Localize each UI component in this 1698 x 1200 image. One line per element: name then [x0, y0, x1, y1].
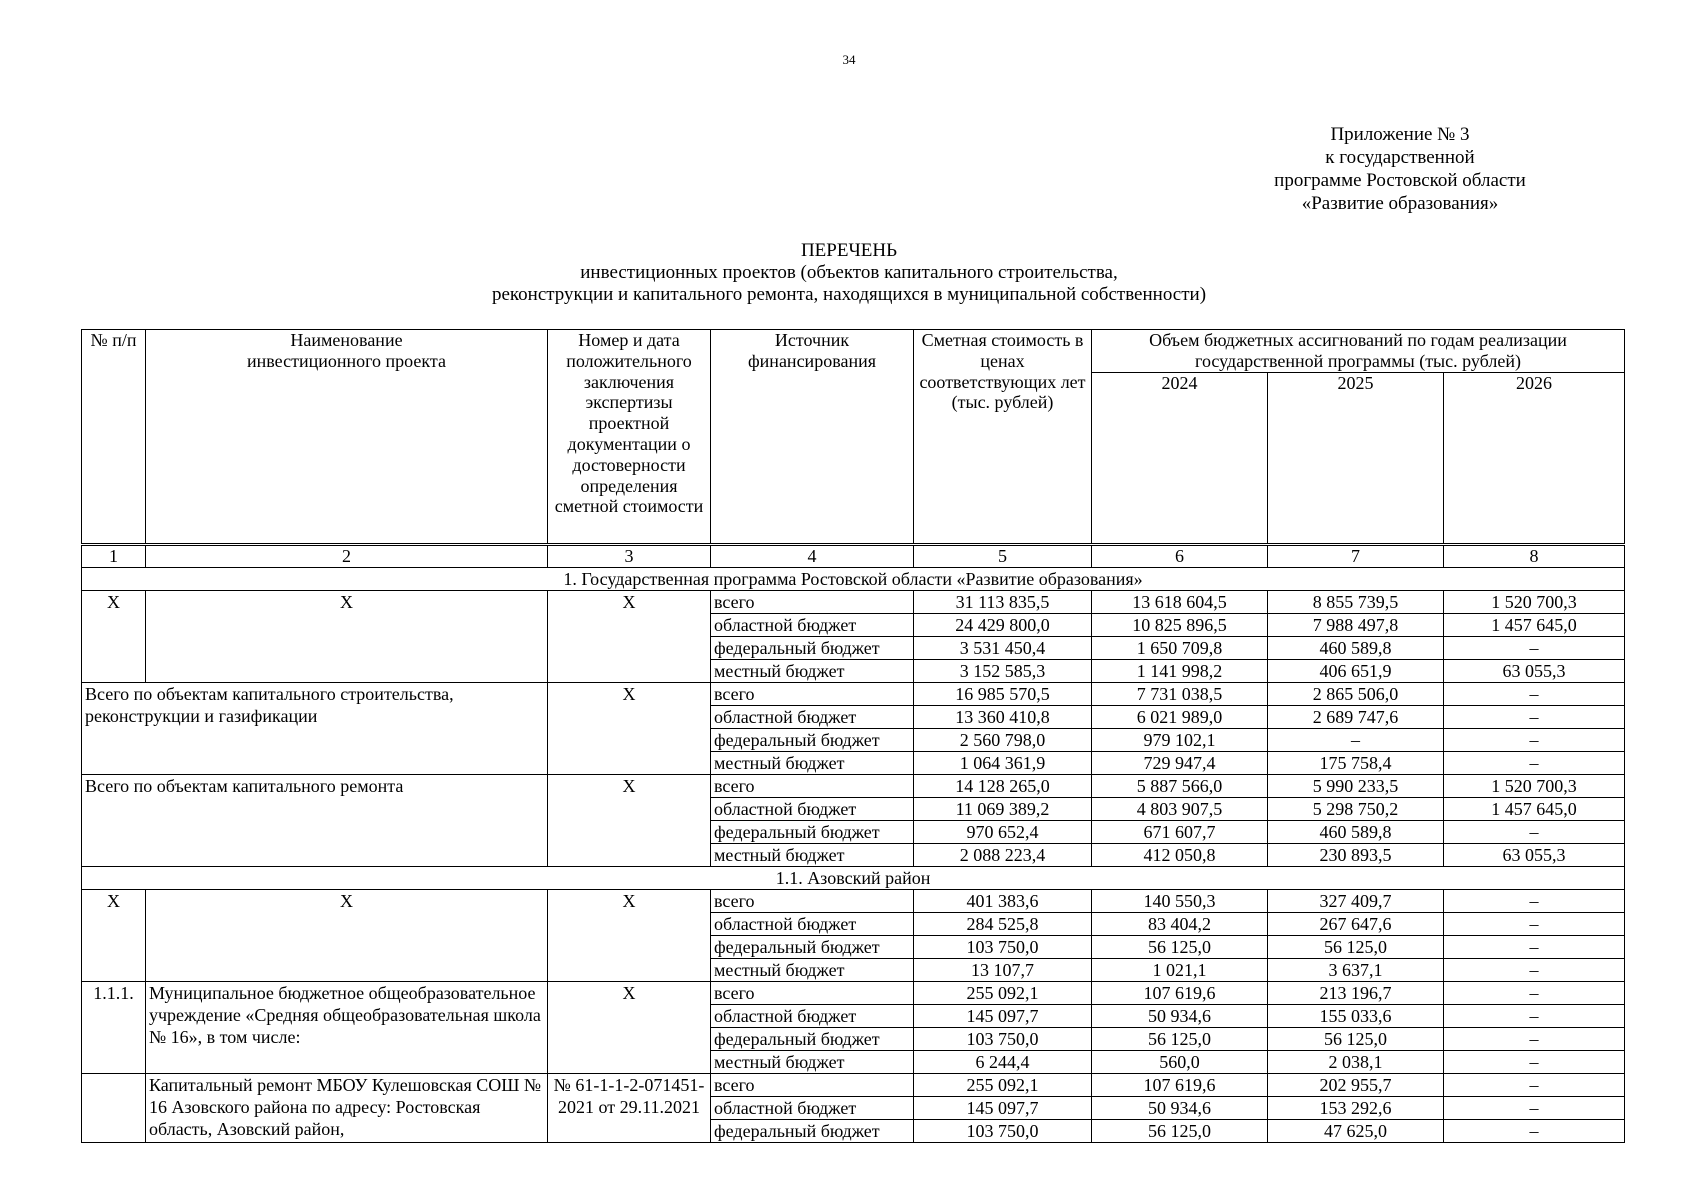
document-title: [0, 240, 1698, 306]
section-title: 1. Государственная программа Ростовской области «Развитие образования»: [82, 567, 1625, 590]
value-cell: 8 855 739,5: [1268, 590, 1444, 613]
value-cell: –: [1444, 935, 1625, 958]
value-cell: 3 152 585,3: [914, 659, 1092, 682]
value-cell: 107 619,6: [1092, 981, 1268, 1004]
table-row: [82, 1073, 1625, 1096]
value-cell: 1 021,1: [1092, 958, 1268, 981]
funding-source-cell: местный бюджет: [711, 751, 914, 774]
value-cell: 63 055,3: [1444, 843, 1625, 866]
header-cost: Сметная стоимость в ценах соответствующих лет (тыс. рублей): [914, 330, 1092, 545]
funding-source-cell: федеральный бюджет: [711, 820, 914, 843]
value-cell: 56 125,0: [1092, 935, 1268, 958]
value-cell: 7 731 038,5: [1092, 682, 1268, 705]
value-cell: –: [1444, 1050, 1625, 1073]
header-year-2026: 2026: [1444, 372, 1625, 544]
value-cell: 155 033,6: [1268, 1004, 1444, 1027]
expertise-cell: № 61-1-1-2-071451-2021 от 29.11.2021: [548, 1073, 711, 1142]
value-cell: 671 607,7: [1092, 820, 1268, 843]
value-cell: 4 803 907,5: [1092, 797, 1268, 820]
value-cell: 47 625,0: [1268, 1119, 1444, 1142]
value-cell: 267 647,6: [1268, 912, 1444, 935]
funding-source-cell: областной бюджет: [711, 1096, 914, 1119]
value-cell: 1 457 645,0: [1444, 797, 1625, 820]
value-cell: 7 988 497,8: [1268, 613, 1444, 636]
table-row: [82, 774, 1625, 797]
table-row: [82, 590, 1625, 613]
value-cell: 979 102,1: [1092, 728, 1268, 751]
funding-source-cell: местный бюджет: [711, 1050, 914, 1073]
value-cell: 50 934,6: [1092, 1004, 1268, 1027]
value-cell: 107 619,6: [1092, 1073, 1268, 1096]
value-cell: 103 750,0: [914, 935, 1092, 958]
header-year-2025: 2025: [1268, 372, 1444, 544]
value-cell: 153 292,6: [1268, 1096, 1444, 1119]
expertise-cell: X: [548, 682, 711, 774]
funding-source-cell: всего: [711, 774, 914, 797]
title-line: ПЕРЕЧЕНЬ: [800, 240, 898, 261]
value-cell: –: [1444, 981, 1625, 1004]
value-cell: –: [1444, 636, 1625, 659]
value-cell: 284 525,8: [914, 912, 1092, 935]
value-cell: 255 092,1: [914, 1073, 1092, 1096]
value-cell: 6 244,4: [914, 1050, 1092, 1073]
value-cell: 24 429 800,0: [914, 613, 1092, 636]
value-cell: 10 825 896,5: [1092, 613, 1268, 636]
value-cell: 103 750,0: [914, 1027, 1092, 1050]
funding-source-cell: всего: [711, 682, 914, 705]
value-cell: 460 589,8: [1268, 820, 1444, 843]
value-cell: 560,0: [1092, 1050, 1268, 1073]
project-name-cell: Муниципальное бюджетное общеобразовательное учреждение «Средняя общеобразовательная школа № 16», в том числе:: [146, 981, 548, 1073]
value-cell: –: [1444, 958, 1625, 981]
funding-source-cell: федеральный бюджет: [711, 636, 914, 659]
value-cell: 56 125,0: [1092, 1027, 1268, 1050]
value-cell: –: [1444, 820, 1625, 843]
expertise-cell: X: [548, 981, 711, 1073]
value-cell: –: [1444, 682, 1625, 705]
column-number: 7: [1268, 544, 1444, 567]
value-cell: 6 021 989,0: [1092, 705, 1268, 728]
value-cell: 5 887 566,0: [1092, 774, 1268, 797]
header-source: Источник финансирования: [711, 330, 914, 545]
funding-source-cell: местный бюджет: [711, 958, 914, 981]
value-cell: 103 750,0: [914, 1119, 1092, 1142]
value-cell: 2 689 747,6: [1268, 705, 1444, 728]
value-cell: 14 128 265,0: [914, 774, 1092, 797]
section-row: [82, 866, 1625, 889]
value-cell: 63 055,3: [1444, 659, 1625, 682]
value-cell: 13 360 410,8: [914, 705, 1092, 728]
column-number: 4: [711, 544, 914, 567]
value-cell: 1 457 645,0: [1444, 613, 1625, 636]
value-cell: 3 531 450,4: [914, 636, 1092, 659]
value-cell: –: [1444, 1073, 1625, 1096]
value-cell: 1 064 361,9: [914, 751, 1092, 774]
value-cell: –: [1268, 728, 1444, 751]
value-cell: 13 107,7: [914, 958, 1092, 981]
funding-source-cell: всего: [711, 590, 914, 613]
value-cell: –: [1444, 1096, 1625, 1119]
value-cell: 1 520 700,3: [1444, 590, 1625, 613]
funding-source-cell: федеральный бюджет: [711, 1027, 914, 1050]
merged-total-name: Всего по объектам капитального ремонта: [82, 774, 548, 866]
column-number: 2: [146, 544, 548, 567]
value-cell: 2 088 223,4: [914, 843, 1092, 866]
row-num-cell: 1.1.1.: [82, 981, 146, 1073]
investment-projects-table: [81, 329, 1625, 1143]
funding-source-cell: федеральный бюджет: [711, 728, 914, 751]
appendix-caption: [1240, 123, 1560, 215]
title-line: реконструкции и капитального ремонта, находящихся в муниципальной собственности): [491, 284, 1207, 305]
expertise-cell: X: [548, 590, 711, 682]
row-num-cell: [82, 1073, 146, 1142]
header-budget: Объем бюджетных ассигнований по годам реализации государственной программы (тыс. рублей): [1092, 330, 1625, 373]
funding-source-cell: всего: [711, 889, 914, 912]
column-number: 8: [1444, 544, 1625, 567]
value-cell: –: [1444, 1119, 1625, 1142]
funding-source-cell: областной бюджет: [711, 705, 914, 728]
value-cell: 2 865 506,0: [1268, 682, 1444, 705]
value-cell: 140 550,3: [1092, 889, 1268, 912]
header-expertise: Номер и дата положительного заключения экспертизы проектной документации о достоверности определения сметной стоимости: [548, 330, 711, 545]
funding-source-cell: областной бюджет: [711, 613, 914, 636]
value-cell: 255 092,1: [914, 981, 1092, 1004]
column-number: 6: [1092, 544, 1268, 567]
table-row: [82, 682, 1625, 705]
column-number: 1: [82, 544, 146, 567]
value-cell: –: [1444, 1027, 1625, 1050]
row-num-cell: X: [82, 590, 146, 682]
value-cell: 50 934,6: [1092, 1096, 1268, 1119]
funding-source-cell: областной бюджет: [711, 797, 914, 820]
funding-source-cell: всего: [711, 981, 914, 1004]
value-cell: 729 947,4: [1092, 751, 1268, 774]
value-cell: 401 383,6: [914, 889, 1092, 912]
value-cell: 970 652,4: [914, 820, 1092, 843]
project-name-cell: Капитальный ремонт МБОУ Кулешовская СОШ № 16 Азовского района по адресу: Ростовская область, Азовский район,: [146, 1073, 548, 1142]
appendix-line: к государственной: [1325, 147, 1475, 168]
value-cell: 5 298 750,2: [1268, 797, 1444, 820]
funding-source-cell: всего: [711, 1073, 914, 1096]
value-cell: 11 069 389,2: [914, 797, 1092, 820]
value-cell: 5 990 233,5: [1268, 774, 1444, 797]
value-cell: 56 125,0: [1268, 935, 1444, 958]
value-cell: 406 651,9: [1268, 659, 1444, 682]
value-cell: 31 113 835,5: [914, 590, 1092, 613]
column-number: 3: [548, 544, 711, 567]
header-year-2024: 2024: [1092, 372, 1268, 544]
value-cell: –: [1444, 728, 1625, 751]
title-line: инвестиционных проектов (объектов капитального строительства,: [580, 262, 1118, 283]
expertise-cell: X: [548, 889, 711, 981]
project-name-cell: X: [146, 889, 548, 981]
funding-source-cell: местный бюджет: [711, 659, 914, 682]
value-cell: 1 650 709,8: [1092, 636, 1268, 659]
value-cell: –: [1444, 889, 1625, 912]
value-cell: 230 893,5: [1268, 843, 1444, 866]
value-cell: 56 125,0: [1268, 1027, 1444, 1050]
value-cell: 83 404,2: [1092, 912, 1268, 935]
value-cell: 56 125,0: [1092, 1119, 1268, 1142]
value-cell: 13 618 604,5: [1092, 590, 1268, 613]
value-cell: 213 196,7: [1268, 981, 1444, 1004]
merged-total-name: Всего по объектам капитального строительства, реконструкции и газификации: [82, 682, 548, 774]
value-cell: –: [1444, 912, 1625, 935]
funding-source-cell: федеральный бюджет: [711, 1119, 914, 1142]
table-row: [82, 889, 1625, 912]
value-cell: –: [1444, 1004, 1625, 1027]
funding-source-cell: областной бюджет: [711, 912, 914, 935]
appendix-line: программе Ростовской области: [1274, 170, 1526, 191]
section-row: [82, 567, 1625, 590]
value-cell: 460 589,8: [1268, 636, 1444, 659]
value-cell: 2 560 798,0: [914, 728, 1092, 751]
column-number: 5: [914, 544, 1092, 567]
header-name: Наименование инвестиционного проекта: [146, 330, 548, 545]
funding-source-cell: местный бюджет: [711, 843, 914, 866]
page-number: 34: [842, 52, 856, 67]
value-cell: 327 409,7: [1268, 889, 1444, 912]
value-cell: 3 637,1: [1268, 958, 1444, 981]
value-cell: 2 038,1: [1268, 1050, 1444, 1073]
value-cell: –: [1444, 705, 1625, 728]
appendix-line: «Развитие образования»: [1301, 193, 1499, 214]
project-name-cell: X: [146, 590, 548, 682]
funding-source-cell: областной бюджет: [711, 1004, 914, 1027]
expertise-cell: X: [548, 774, 711, 866]
value-cell: 16 985 570,5: [914, 682, 1092, 705]
value-cell: 412 050,8: [1092, 843, 1268, 866]
row-num-cell: X: [82, 889, 146, 981]
section-title: 1.1. Азовский район: [82, 866, 1625, 889]
value-cell: 1 520 700,3: [1444, 774, 1625, 797]
value-cell: 145 097,7: [914, 1096, 1092, 1119]
header-num: № п/п: [82, 330, 146, 545]
appendix-line: Приложение № 3: [1330, 124, 1470, 145]
value-cell: 145 097,7: [914, 1004, 1092, 1027]
funding-source-cell: федеральный бюджет: [711, 935, 914, 958]
value-cell: 1 141 998,2: [1092, 659, 1268, 682]
value-cell: –: [1444, 751, 1625, 774]
table-row: [82, 981, 1625, 1004]
value-cell: 202 955,7: [1268, 1073, 1444, 1096]
value-cell: 175 758,4: [1268, 751, 1444, 774]
